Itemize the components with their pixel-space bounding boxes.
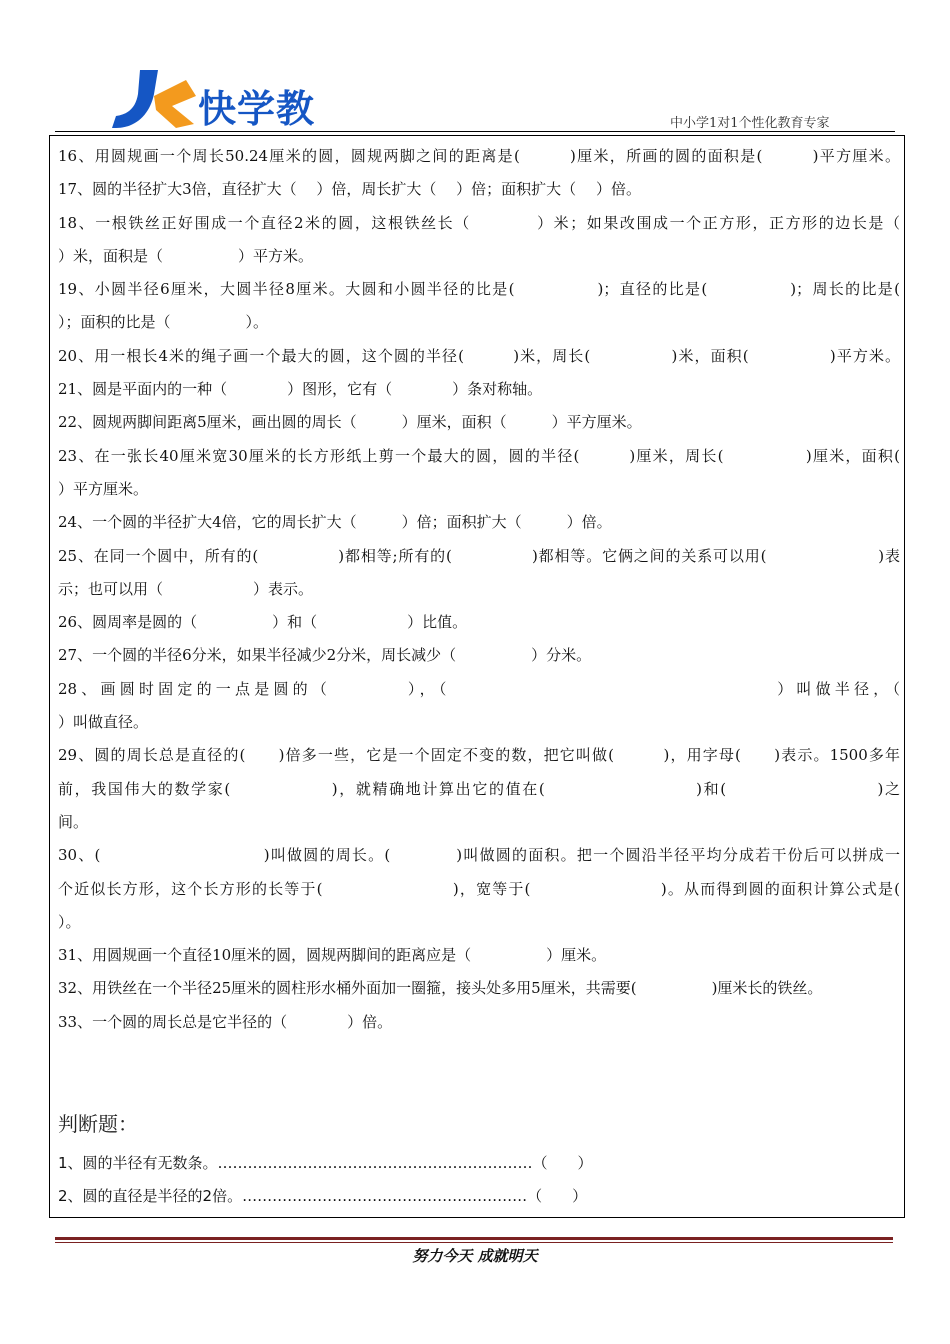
question-line: 21、圆是平面内的一种（ ）图形，它有（ ）条对称轴。 [58,380,543,399]
logo-text: 快学教 [198,87,316,131]
question-line: 29、圆的周长总是直径的( )倍多一些，它是一个固定不变的数，把它叫做( )，用字母( )表示。1500多年 [58,746,900,765]
question-line: 28、画圆时固定的一点是圆的（ ），（ ）叫做半径，（ [58,679,900,698]
header-tagline: 中小学1对1个性化教育专家 [670,116,830,131]
question-line: 33、一个圆的周长总是它半径的（ ）倍。 [58,1012,393,1031]
question-line: 20、用一根长4米的绳子画一个最大的圆，这个圆的半径( )米，周长( )米，面积( )平方米。 [58,346,900,365]
question-line: 前，我国伟大的数学家( )，就精确地计算出它的值在( )和( )之 [58,779,900,798]
brand-logo [110,66,340,132]
question-line: 间。 [58,812,89,831]
header-divider [55,131,895,132]
question-line: 17、圆的半径扩大3倍，直径扩大（ ）倍，周长扩大（ ）倍；面积扩大（ ）倍。 [58,180,641,199]
question-line: ）叫做直径。 [58,713,149,732]
question-line: 示；也可以用（ ）表示。 [58,579,314,598]
logo-k-mark [110,66,200,132]
question-line: 25、在同一个圆中，所有的( )都相等;所有的( )都相等。它俩之间的关系可以用( )表 [58,546,900,565]
question-line: 27、一个圆的半径6分米，如果半径减少2分米，周长减少（ ）分米。 [58,646,592,665]
question-line: 32、用铁丝在一个半径25厘米的圆柱形水桶外面加一圈箍，接头处多用5厘米，共需要( )厘米长的铁丝。 [58,979,823,998]
question-line: ）平方厘米。 [58,479,149,498]
question-line: 个近似长方形，这个长方形的长等于( )，宽等于( )。从而得到圆的面积计算公式是( [58,879,900,898]
judge-item: 1、圆的半径有无数条。………………………………………………………（ ） [58,1154,593,1172]
footer-divider [55,1237,893,1240]
question-line: 18、一根铁丝正好围成一个直径2米的圆，这根铁丝长（ ）米；如果改围成一个正方形，正方形的边长是（ [58,213,900,232]
question-line: 31、用圆规画一个直径10厘米的圆，圆规两脚间的距离应是（ ）厘米。 [58,946,607,965]
question-line: ）。 [58,912,81,931]
judge-item: 2、圆的直径是半径的2倍。…………………………………………………（ ） [58,1187,588,1205]
fill-in-questions [58,140,900,1039]
question-line: 30、( )叫做圆的周长。( )叫做圆的面积。把一个圆沿半径平均分成若干份后可以拼成一 [58,846,900,865]
question-line: ）米，面积是（ ）平方米。 [58,246,314,265]
question-line: 16、用圆规画一个周长50.24厘米的圆，圆规两脚之间的距离是( )厘米，所画的圆的面积是( )平方厘米。 [58,147,900,165]
question-line: 19、小圆半径6厘米，大圆半径8厘米。大圆和小圆半径的比是( )；直径的比是( )；周长的比是( [58,280,900,299]
question-line: 24、一个圆的半径扩大4倍，它的周长扩大（ ）倍；面积扩大（ ）倍。 [58,513,612,532]
question-line: 26、圆周率是圆的（ ）和（ ）比值。 [58,613,468,632]
question-line: 22、圆规两脚间距离5厘米，画出圆的周长（ ）厘米，面积（ ）平方厘米。 [58,413,642,432]
question-line: ）；面积的比是（ ）。 [58,313,269,332]
footer-divider-thin [55,1242,893,1243]
question-line: 23、在一张长40厘米宽30厘米的长方形纸上剪一个最大的圆，圆的半径( )厘米，周长( )厘米，面积( [58,446,900,465]
judge-section-title: 判断题： [58,1112,138,1136]
footer-motto: 努力今天 成就明天 [412,1247,538,1265]
